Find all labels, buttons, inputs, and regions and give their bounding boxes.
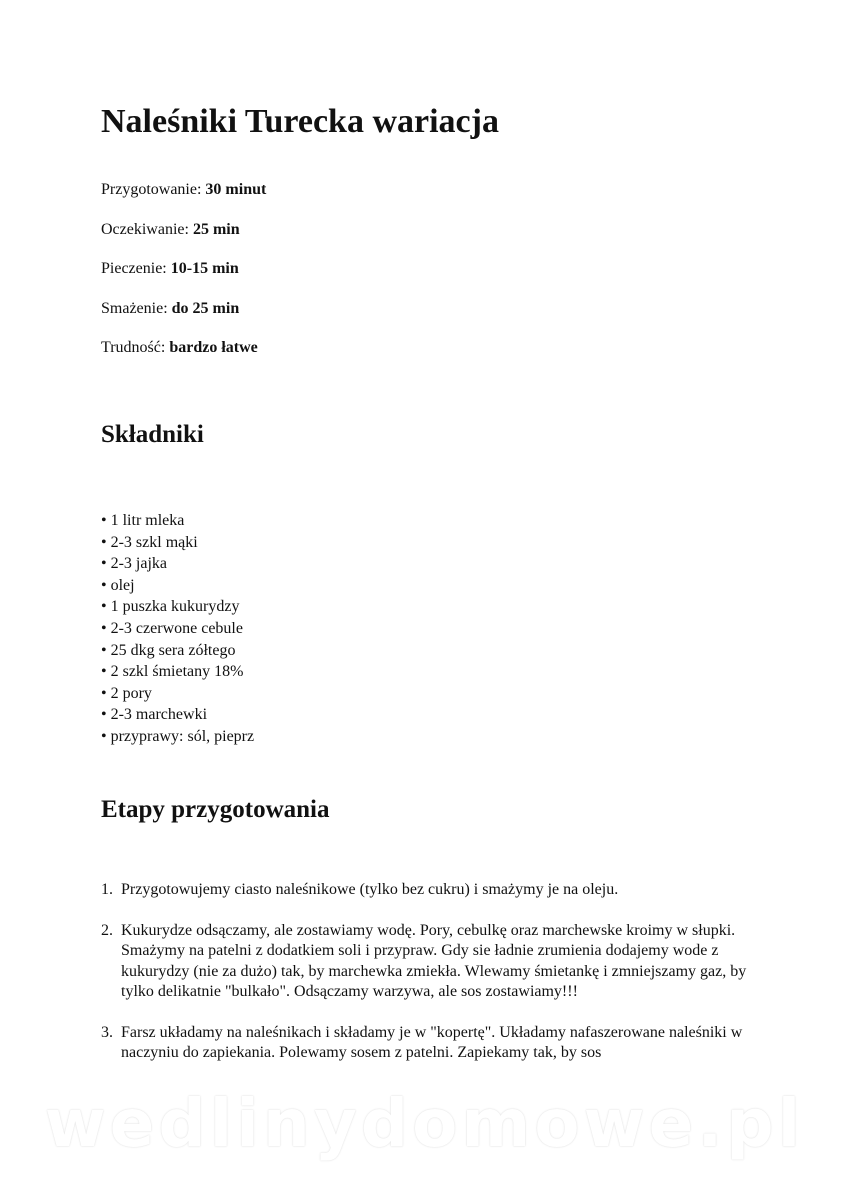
step-number: 2. <box>101 921 113 939</box>
ingredient-item: • 1 litr mleka <box>101 512 185 529</box>
ingredient-item: • 2 pory <box>101 684 152 702</box>
step-text: Przygotowujemy ciasto naleśnikowe (tylko bez cukru) i smażymy je na oleju. <box>121 881 619 898</box>
ingredient-item: • 2-3 czerwone cebule <box>101 619 243 637</box>
steps-list <box>101 880 761 1084</box>
meta-value: 25 min <box>192 220 240 238</box>
step-number: 3. <box>101 1023 113 1041</box>
meta-label: Oczekiwanie: <box>101 220 193 238</box>
ingredient-item: • 2-3 jajka <box>101 555 168 573</box>
meta-label: Przygotowanie: <box>101 181 206 198</box>
ingredient-item: • 2-3 szkl mąki <box>101 533 198 551</box>
meta-value: do 25 min <box>171 299 240 317</box>
step-text: Kukurydze odsączamy, ale zostawiamy wodę. Pory, cebulkę oraz marchewske kroimy w słupki. Smażymy na patelni z dodatkiem soli i przypraw. Gdy sie ładnie zrumienia dodajemy wode z kukurydzy (nie za dużo) tak, by marchewka zmiekła. Wlewamy śmietankę i zmniejszamy gaz, by tylko delikatnie "bulkało". Odsączamy warzywa, ale sos zostawiamy!!! <box>121 921 747 1000</box>
meta-bake-time <box>101 258 761 280</box>
meta-difficulty <box>101 337 761 359</box>
site-watermark: wedlinydomowe.pl <box>44 1085 805 1162</box>
step-item <box>101 921 761 1003</box>
meta-fry-time <box>101 298 761 320</box>
ingredients-heading: Składniki <box>101 421 204 448</box>
step-number: 1. <box>101 881 113 898</box>
step-item <box>101 880 761 901</box>
meta-label: Trudność: <box>101 339 170 356</box>
meta-label: Smażenie: <box>101 299 172 317</box>
meta-label: Pieczenie: <box>101 260 171 277</box>
meta-value: 30 minut <box>205 181 267 198</box>
recipe-meta <box>101 179 761 377</box>
ingredient-item: • przyprawy: sól, pieprz <box>101 727 255 745</box>
ingredient-item: • 25 dkg sera zółtego <box>101 641 236 659</box>
ingredient-item: • olej <box>101 576 135 594</box>
ingredient-item: • 1 puszka kukurydzy <box>101 598 240 616</box>
meta-value: bardzo łatwe <box>169 339 258 356</box>
ingredient-item: • 2-3 marchewki <box>101 706 208 724</box>
step-text: Farsz układamy na naleśnikach i składamy je w "kopertę". Układamy nafaszerowane naleśniki w naczyniu do zapiekania. Polewamy sosem z patelni. Zapiekamy tak, by sos <box>121 1023 743 1061</box>
ingredients-list <box>101 510 254 748</box>
steps-heading: Etapy przygotowania <box>101 796 330 823</box>
meta-value: 10-15 min <box>170 260 239 277</box>
step-item <box>101 1023 761 1064</box>
meta-prep-time <box>101 179 761 201</box>
ingredient-item: • 2 szkl śmietany 18% <box>101 663 244 681</box>
meta-wait-time <box>101 219 761 241</box>
recipe-title: Naleśniki Turecka wariacja <box>101 103 499 140</box>
